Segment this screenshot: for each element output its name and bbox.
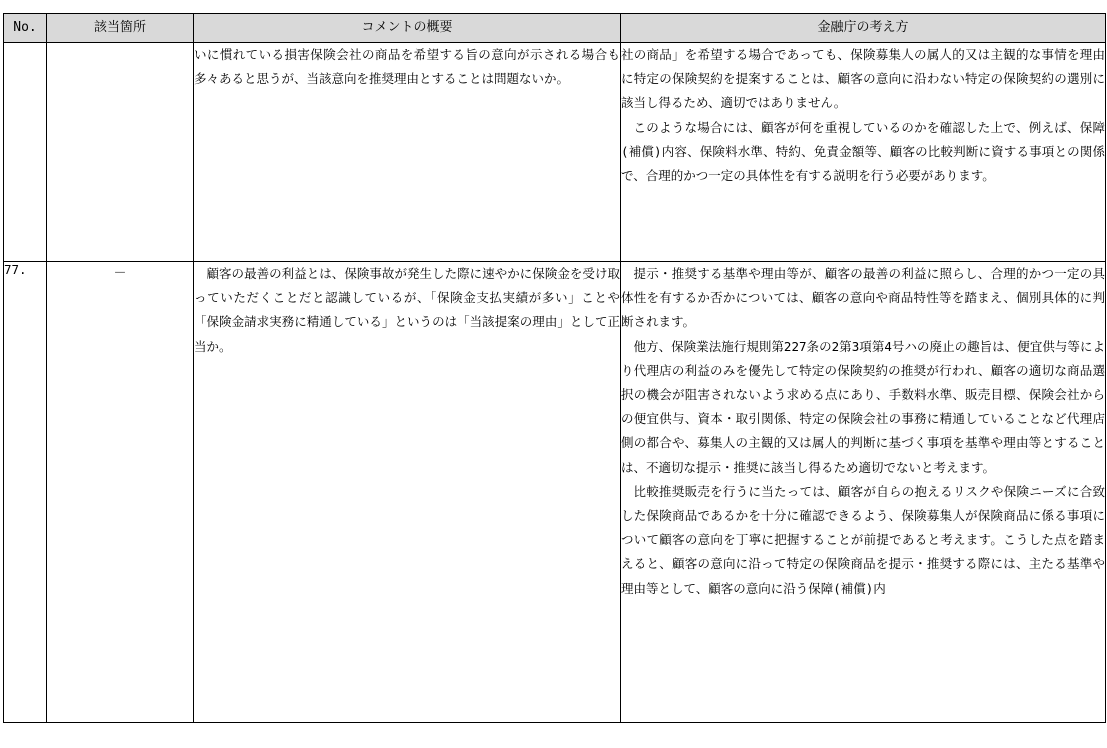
fsa-view-cell [621,43,1106,262]
table-row [4,262,1106,723]
table-header-row [4,14,1106,43]
row-location [47,43,194,262]
header-summary: コメントの概要 [194,14,621,43]
comment-summary-paragraph: いに慣れている損害保険会社の商品を希望する旨の意向が示される場合も多々あると思うが、当該意向を推奨理由とすることは問題ないか。 [194,47,620,87]
fsa-view-cell [621,262,1106,723]
row-number [4,43,47,262]
comment-summary-cell [194,262,621,723]
fsa-view-paragraph: 他方、保険業法施行規則第227条の2第3項第4号ハの廃止の趣旨は、便宜供与等により代理店の利益のみを優先して特定の保険契約の推奨が行われ、顧客の適切な商品選択の機会が阻害されないよう求める点にあり、手数料水準、販売目標、保険会社からの便宜供与、資本・取引関係、特定の保険会社の事務に精通していることなど代理店側の都合や、募集人の主観的又は属人的判断に基づく事項を基準や理由等とすることは、不適切な提示・推奨に該当し得るため適切でないと考えます。 [621,338,1105,475]
header-location: 該当箇所 [47,14,194,43]
fsa-view-paragraph: 比較推奨販売を行うに当たっては、顧客が自らの抱えるリスクや保険ニーズに合致した保険商品であるかを十分に確認できるよう、保険募集人が保険商品に係る事項について顧客の意向を丁寧に把握することが前提であると考えます。こうした点を踏まえると、顧客の意向に沿って特定の保険商品を提示・推奨する際には、主たる基準や理由等として、顧客の意向に沿う保障(補償)内 [621,483,1105,596]
row-number: 77. [4,262,47,723]
fsa-view-paragraph: 社の商品」を希望する場合であっても、保険募集人の属人的又は主観的な事情を理由に特定の保険契約を提案することは、顧客の意向に沿わない特定の保険契約の選別に該当し得るため、適切ではありません。 [621,47,1105,111]
fsa-view-paragraph: このような場合には、顧客が何を重視しているのかを確認した上で、例えば、保障(補償)内容、保険料水準、特約、免責金額等、顧客の比較判断に資する事項との関係で、合理的かつ一定の具体性を有する説明を行う必要があります。 [621,119,1105,184]
fsa-view-paragraph: 提示・推奨する基準や理由等が、顧客の最善の利益に照らし、合理的かつ一定の具体性を有するか否かについては、顧客の意向や商品特性等を踏まえ、個別具体的に判断されます。 [621,266,1105,330]
header-view: 金融庁の考え方 [621,14,1106,43]
comment-summary-cell [194,43,621,262]
comment-table [3,13,1106,723]
header-no: No. [4,14,47,43]
table-row [4,43,1106,262]
row-location: － [47,262,194,723]
comment-summary-paragraph: 顧客の最善の利益とは、保険事故が発生した際に速やかに保険金を受け取っていただくことだと認識しているが、「保険金支払実績が多い」ことや「保険金請求実務に精通している」というのは「当該提案の理由」として正当か。 [194,266,620,354]
